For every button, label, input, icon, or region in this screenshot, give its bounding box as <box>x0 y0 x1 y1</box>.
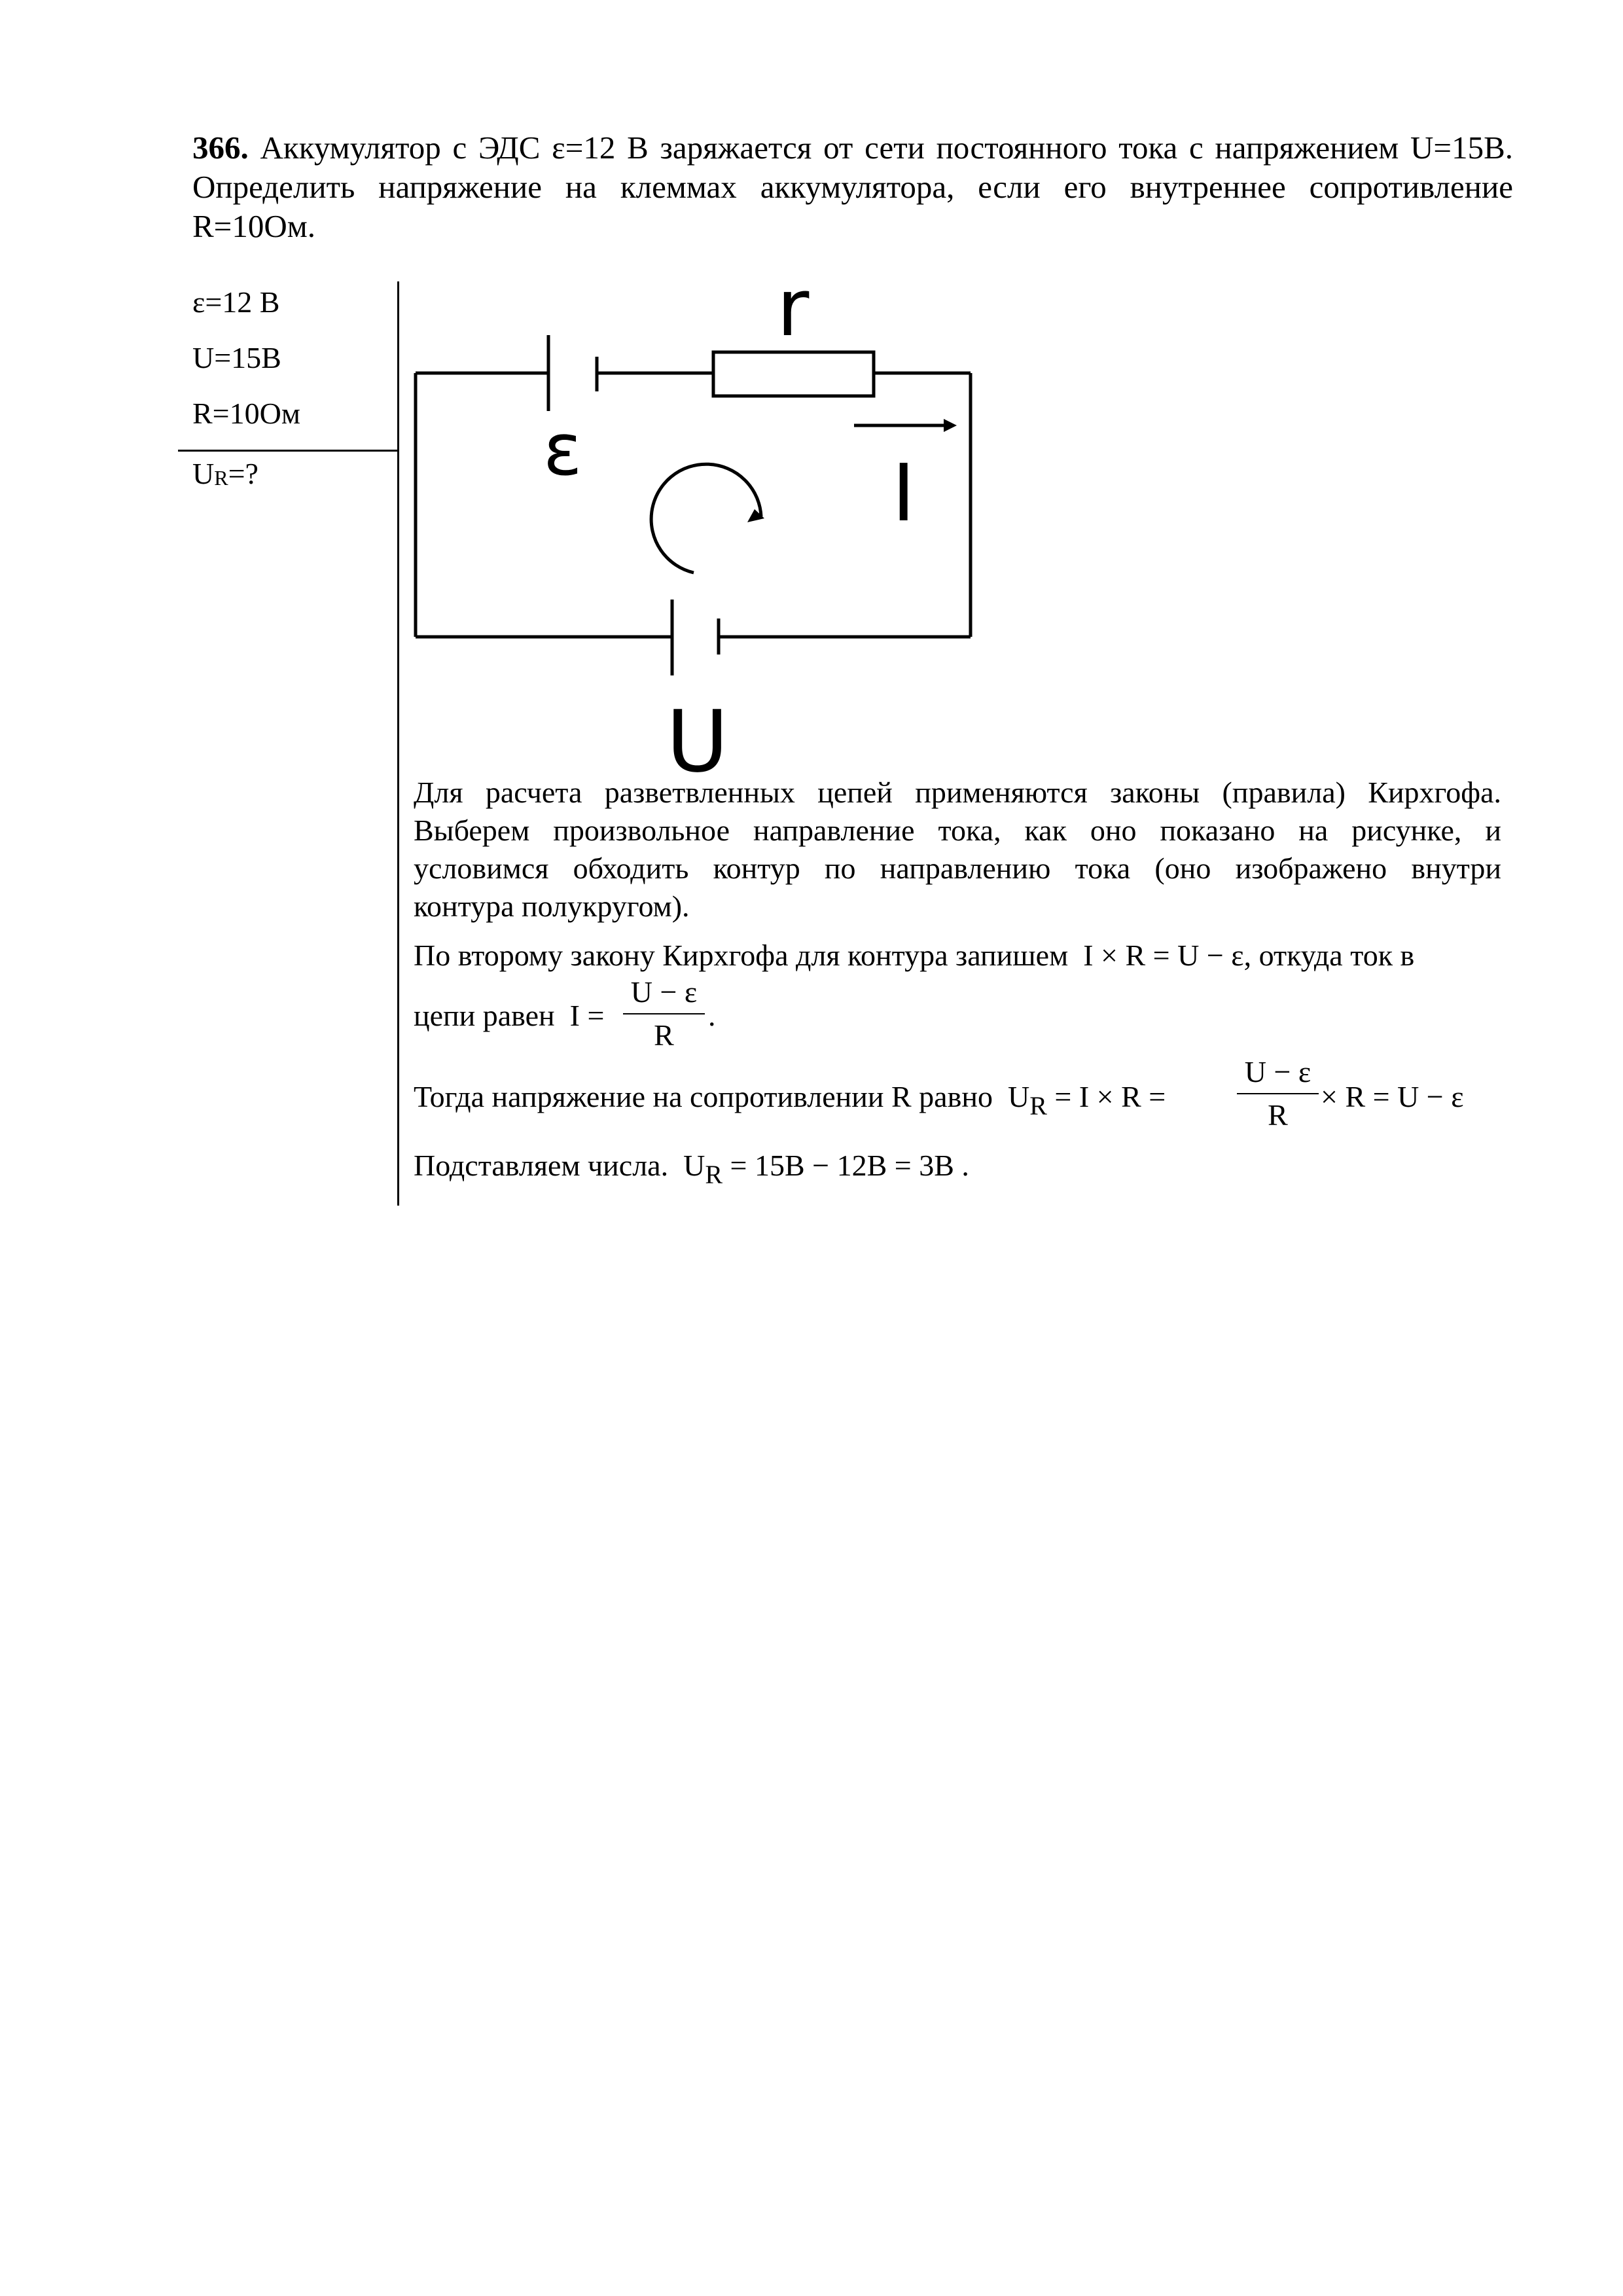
voltage-result: × R = U − ε <box>1321 1080 1464 1113</box>
voltage-fraction: U − ε R <box>1237 1054 1319 1134</box>
given-divider <box>178 450 399 452</box>
problem-statement <box>192 128 1513 246</box>
label-source-voltage: U <box>666 692 729 785</box>
solution-line-1: Для расчета разветвленных цепей применяются законы (правила) Кирхгофа. <box>414 776 1501 809</box>
label-r: r <box>777 263 810 354</box>
problem-line-1: 366. Аккумулятор с ЭДС ε=12 В заряжается от сети постоянного тока с напряжением U=15В. <box>192 130 1514 166</box>
given-voltage: U=15В <box>192 341 281 374</box>
solution-line-4: контура полукругом). <box>414 889 690 923</box>
label-emf: ε <box>543 408 582 492</box>
label-current: I <box>892 448 916 539</box>
current-fraction: U − ε R <box>623 974 705 1054</box>
problem-number: 366. <box>192 130 249 166</box>
substitution-line: Подставляем числа. UR = 15В − 12В = 3В . <box>414 1149 969 1189</box>
given-vertical-divider <box>397 281 399 1206</box>
solution-line-3: условимся обходить контур по направлению тока (оно изображено внутри <box>414 852 1501 885</box>
given-resistance: R=10Ом <box>192 397 300 430</box>
problem-line-3: R=10Ом. <box>192 208 315 244</box>
voltage-text: Тогда напряжение на сопротивлении R равно UR = I × R = <box>414 1080 1166 1121</box>
current-arrowhead <box>944 419 957 432</box>
kirchhoff-equation: I × R = U − ε <box>1083 939 1244 972</box>
problem-line-2: Определить напряжение на клеммах аккумулятора, если его внутреннее сопротивление <box>192 169 1513 205</box>
circuit-diagram <box>406 262 1060 785</box>
current-text: цепи равен I = <box>414 999 605 1032</box>
solution-line-2: Выберем произвольное направление тока, как оно показано на рисунке, и <box>414 814 1501 847</box>
resistor <box>713 352 874 396</box>
current-period: . <box>708 999 716 1032</box>
given-emf: ε=12 В <box>192 285 280 319</box>
given-find: $U_R=$? <box>192 457 259 490</box>
loop-direction-arc <box>651 464 761 573</box>
solution <box>414 774 1501 925</box>
kirchhoff-statement: По второму закону Кирхгофа для контура запишем I × R = U − ε, откуда ток в <box>414 939 1415 972</box>
